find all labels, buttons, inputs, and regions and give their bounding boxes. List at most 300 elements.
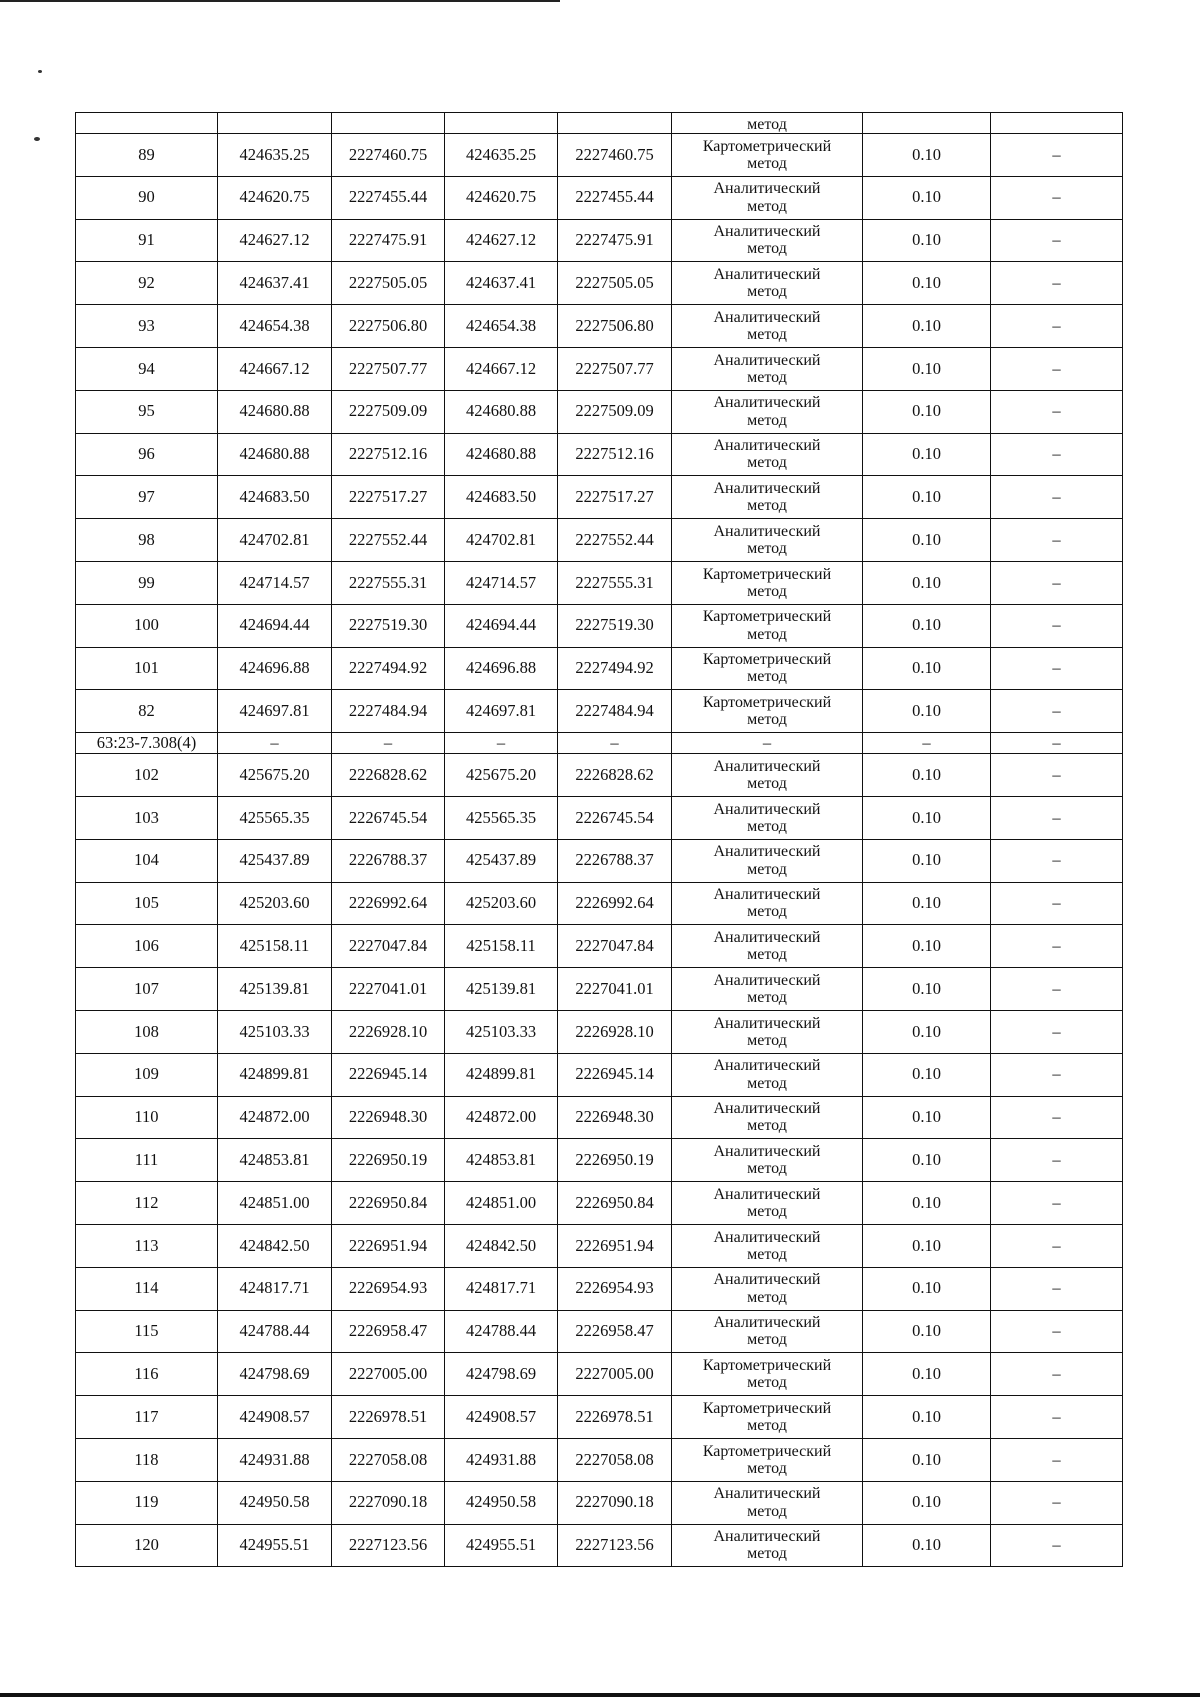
cell-x-new: 425158.11	[445, 925, 558, 968]
cell-method	[672, 604, 863, 647]
cell-x-existing: 424817.71	[218, 1267, 332, 1310]
method-word: метод	[747, 817, 787, 835]
cell-y-existing: 2226788.37	[332, 839, 445, 882]
scan-edge-bottom	[0, 1693, 1200, 1697]
cell-point-number: 118	[76, 1438, 218, 1481]
cell-point-number: 94	[76, 347, 218, 390]
cell-y-new: 2226948.30	[558, 1096, 672, 1139]
cell-y-new: 2227460.75	[558, 134, 672, 177]
cell-x-existing: 424714.57	[218, 561, 332, 604]
cell-point-number: 101	[76, 647, 218, 690]
table-row	[76, 433, 1123, 476]
cell-description: –	[991, 968, 1123, 1011]
cell-point-number: 96	[76, 433, 218, 476]
cell-method-continued: метод	[672, 113, 863, 134]
cell-y-existing: 2227484.94	[332, 690, 445, 733]
table-row	[76, 925, 1123, 968]
cell-y-new: 2226945.14	[558, 1053, 672, 1096]
cell-method	[672, 561, 863, 604]
method-word: метод	[747, 1459, 787, 1477]
cell-point-number: 99	[76, 561, 218, 604]
table-row	[76, 1224, 1123, 1267]
cell-y-new: 2227512.16	[558, 433, 672, 476]
method-name: Картометрический	[702, 1399, 832, 1417]
cell-y-existing: 2226828.62	[332, 754, 445, 797]
cell-description: –	[991, 690, 1123, 733]
cell-x-existing: 424683.50	[218, 476, 332, 519]
cell-dash: –	[863, 733, 991, 754]
cell-accuracy: 0.10	[863, 1182, 991, 1225]
cell-description: –	[991, 1096, 1123, 1139]
cell-accuracy: 0.10	[863, 1524, 991, 1567]
cell-description: –	[991, 134, 1123, 177]
method-word: метод	[747, 1331, 787, 1349]
cell-x-existing: 424931.88	[218, 1438, 332, 1481]
cell-x-existing: 424955.51	[218, 1524, 332, 1567]
cell-x-new: 424627.12	[445, 219, 558, 262]
cell-accuracy: 0.10	[863, 1224, 991, 1267]
table-row	[76, 519, 1123, 562]
method-word: метод	[747, 1502, 787, 1520]
cell-x-new: 424697.81	[445, 690, 558, 733]
cell-accuracy: 0.10	[863, 882, 991, 925]
method-name: Аналитический	[713, 843, 821, 861]
cell-point-number: 92	[76, 262, 218, 305]
cell-accuracy: 0.10	[863, 262, 991, 305]
cell-y-existing: 2227505.05	[332, 262, 445, 305]
method-name: Аналитический	[713, 1228, 821, 1246]
cell-method	[672, 1267, 863, 1310]
cell-x-new: 424817.71	[445, 1267, 558, 1310]
cell-dash: –	[218, 733, 332, 754]
cell-method	[672, 1396, 863, 1439]
cell-x-existing: 424872.00	[218, 1096, 332, 1139]
cell-y-existing: 2227090.18	[332, 1481, 445, 1524]
method-word: метод	[747, 625, 787, 643]
cell-accuracy: 0.10	[863, 347, 991, 390]
cell-accuracy: 0.10	[863, 1310, 991, 1353]
cell-point-number: 91	[76, 219, 218, 262]
cell-description: –	[991, 390, 1123, 433]
cell-point-number: 112	[76, 1182, 218, 1225]
cell-method	[672, 968, 863, 1011]
cell-y-new: 2226828.62	[558, 754, 672, 797]
cell-method	[672, 1310, 863, 1353]
cell-x-existing: 424697.81	[218, 690, 332, 733]
cell-method	[672, 347, 863, 390]
cell-accuracy: 0.10	[863, 690, 991, 733]
cell-empty	[332, 113, 445, 134]
table-row	[76, 1481, 1123, 1524]
method-word: метод	[747, 946, 787, 964]
cell-accuracy: 0.10	[863, 561, 991, 604]
method-name: Аналитический	[713, 800, 821, 818]
method-name: Аналитический	[713, 1100, 821, 1118]
cell-y-new: 2226745.54	[558, 796, 672, 839]
cell-method	[672, 476, 863, 519]
cell-x-new: 424635.25	[445, 134, 558, 177]
cell-y-new: 2227123.56	[558, 1524, 672, 1567]
cell-accuracy: 0.10	[863, 219, 991, 262]
table-row	[76, 1438, 1123, 1481]
cell-x-existing: 424908.57	[218, 1396, 332, 1439]
cell-point-number: 97	[76, 476, 218, 519]
cell-description: –	[991, 647, 1123, 690]
cell-method	[672, 796, 863, 839]
method-word: метод	[747, 582, 787, 600]
method-word: метод	[747, 775, 787, 793]
cell-x-new: 425675.20	[445, 754, 558, 797]
cell-point-number: 95	[76, 390, 218, 433]
method-name: Аналитический	[713, 1485, 821, 1503]
table-row	[76, 796, 1123, 839]
cell-x-new: 425103.33	[445, 1010, 558, 1053]
cell-x-existing: 424696.88	[218, 647, 332, 690]
cell-x-existing: 425675.20	[218, 754, 332, 797]
table-row	[76, 1267, 1123, 1310]
method-name: Аналитический	[713, 1528, 821, 1546]
cell-y-new: 2227475.91	[558, 219, 672, 262]
cell-method	[672, 1353, 863, 1396]
cell-empty	[991, 113, 1123, 134]
cell-accuracy: 0.10	[863, 1267, 991, 1310]
cell-y-new: 2227484.94	[558, 690, 672, 733]
cell-accuracy: 0.10	[863, 925, 991, 968]
cell-x-new: 425203.60	[445, 882, 558, 925]
cell-x-existing: 424667.12	[218, 347, 332, 390]
cell-accuracy: 0.10	[863, 1438, 991, 1481]
table-row	[76, 347, 1123, 390]
table-row	[76, 1310, 1123, 1353]
cell-x-existing: 425103.33	[218, 1010, 332, 1053]
cell-y-existing: 2227509.09	[332, 390, 445, 433]
cell-point-number: 115	[76, 1310, 218, 1353]
cell-accuracy: 0.10	[863, 1010, 991, 1053]
cell-point-number: 105	[76, 882, 218, 925]
cell-y-new: 2226954.93	[558, 1267, 672, 1310]
cell-point-number: 109	[76, 1053, 218, 1096]
cell-point-number: 104	[76, 839, 218, 882]
cell-x-new: 424620.75	[445, 176, 558, 219]
cell-y-existing: 2227494.92	[332, 647, 445, 690]
cell-description: –	[991, 519, 1123, 562]
cell-x-existing: 424899.81	[218, 1053, 332, 1096]
method-word: метод	[747, 197, 787, 215]
cell-x-existing: 424654.38	[218, 305, 332, 348]
cell-y-existing: 2226745.54	[332, 796, 445, 839]
cell-method	[672, 390, 863, 433]
cell-description: –	[991, 1139, 1123, 1182]
cell-y-existing: 2226928.10	[332, 1010, 445, 1053]
cell-point-number: 93	[76, 305, 218, 348]
cell-dash: –	[445, 733, 558, 754]
cell-accuracy: 0.10	[863, 968, 991, 1011]
cell-y-existing: 2227517.27	[332, 476, 445, 519]
cell-x-existing: 424788.44	[218, 1310, 332, 1353]
cell-method	[672, 1010, 863, 1053]
cell-x-new: 424853.81	[445, 1139, 558, 1182]
cell-x-existing: 425437.89	[218, 839, 332, 882]
cell-point-number: 89	[76, 134, 218, 177]
cell-method	[672, 690, 863, 733]
method-word: метод	[747, 411, 787, 429]
cell-x-new: 424637.41	[445, 262, 558, 305]
cell-y-new: 2226958.47	[558, 1310, 672, 1353]
cell-dash: –	[332, 733, 445, 754]
method-word: метод	[747, 903, 787, 921]
cell-point-number: 100	[76, 604, 218, 647]
cell-accuracy: 0.10	[863, 754, 991, 797]
cell-description: –	[991, 1353, 1123, 1396]
method-name: Картометрический	[702, 651, 832, 669]
cell-y-new: 2227041.01	[558, 968, 672, 1011]
method-word: метод	[747, 1374, 787, 1392]
cell-accuracy: 0.10	[863, 305, 991, 348]
cell-point-number: 103	[76, 796, 218, 839]
cell-description: –	[991, 1053, 1123, 1096]
cell-y-existing: 2227041.01	[332, 968, 445, 1011]
method-name: Картометрический	[702, 1356, 832, 1374]
cell-empty	[558, 113, 672, 134]
method-name: Картометрический	[702, 137, 832, 155]
table-row	[76, 1182, 1123, 1225]
table-row	[76, 176, 1123, 219]
cell-y-existing: 2227552.44	[332, 519, 445, 562]
cell-description: –	[991, 1224, 1123, 1267]
cell-y-new: 2226928.10	[558, 1010, 672, 1053]
cell-x-existing: 425139.81	[218, 968, 332, 1011]
cell-y-new: 2226978.51	[558, 1396, 672, 1439]
cell-method	[672, 839, 863, 882]
cell-description: –	[991, 1267, 1123, 1310]
cell-x-new: 424788.44	[445, 1310, 558, 1353]
cell-point-number: 114	[76, 1267, 218, 1310]
cell-y-new: 2227552.44	[558, 519, 672, 562]
cell-x-existing: 424842.50	[218, 1224, 332, 1267]
scan-edge-top	[0, 0, 560, 2]
table-row	[76, 604, 1123, 647]
cell-x-new: 424694.44	[445, 604, 558, 647]
cell-point-number: 108	[76, 1010, 218, 1053]
cell-accuracy: 0.10	[863, 1096, 991, 1139]
cell-method	[672, 305, 863, 348]
cell-description: –	[991, 925, 1123, 968]
method-word: метод	[747, 540, 787, 558]
cell-y-existing: 2226950.84	[332, 1182, 445, 1225]
cell-method	[672, 754, 863, 797]
cell-x-existing: 424627.12	[218, 219, 332, 262]
cell-x-existing: 424950.58	[218, 1481, 332, 1524]
table-row	[76, 262, 1123, 305]
cell-description: –	[991, 433, 1123, 476]
cell-y-new: 2227506.80	[558, 305, 672, 348]
cell-accuracy: 0.10	[863, 433, 991, 476]
cell-empty	[76, 113, 218, 134]
table-row	[76, 476, 1123, 519]
cell-method	[672, 134, 863, 177]
cell-method	[672, 1053, 863, 1096]
cell-accuracy: 0.10	[863, 1139, 991, 1182]
cell-description: –	[991, 1310, 1123, 1353]
cell-method	[672, 1524, 863, 1567]
cell-accuracy: 0.10	[863, 476, 991, 519]
cell-y-new: 2227455.44	[558, 176, 672, 219]
method-word: метод	[747, 1203, 787, 1221]
table-row	[76, 968, 1123, 1011]
table-body	[76, 113, 1123, 1567]
cell-x-existing: 424851.00	[218, 1182, 332, 1225]
cell-x-new: 424950.58	[445, 1481, 558, 1524]
cell-y-new: 2227090.18	[558, 1481, 672, 1524]
method-word: метод	[747, 1245, 787, 1263]
cell-y-existing: 2226958.47	[332, 1310, 445, 1353]
method-name: Аналитический	[713, 351, 821, 369]
method-name: Картометрический	[702, 1442, 832, 1460]
table-row	[76, 390, 1123, 433]
table-row	[76, 1053, 1123, 1096]
method-word: метод	[747, 711, 787, 729]
table-row	[76, 754, 1123, 797]
cell-y-new: 2227494.92	[558, 647, 672, 690]
cell-point-number: 120	[76, 1524, 218, 1567]
cell-description: –	[991, 176, 1123, 219]
cell-x-new: 424899.81	[445, 1053, 558, 1096]
cell-y-new: 2227519.30	[558, 604, 672, 647]
cell-accuracy: 0.10	[863, 647, 991, 690]
cell-point-number: 107	[76, 968, 218, 1011]
cell-point-number: 98	[76, 519, 218, 562]
cell-description: –	[991, 1481, 1123, 1524]
method-name: Аналитический	[713, 1314, 821, 1332]
method-name: Аналитический	[713, 1057, 821, 1075]
cell-y-new: 2226950.84	[558, 1182, 672, 1225]
cell-y-existing: 2226992.64	[332, 882, 445, 925]
cell-description: –	[991, 305, 1123, 348]
method-word: метод	[747, 1288, 787, 1306]
method-word: метод	[747, 454, 787, 472]
table-row	[76, 219, 1123, 262]
cell-y-new: 2226951.94	[558, 1224, 672, 1267]
cell-y-new: 2227517.27	[558, 476, 672, 519]
method-word: метод	[747, 1545, 787, 1563]
cell-description: –	[991, 262, 1123, 305]
scan-speck	[34, 137, 40, 141]
cell-x-new: 424696.88	[445, 647, 558, 690]
cell-x-new: 425565.35	[445, 796, 558, 839]
cell-x-existing: 424637.41	[218, 262, 332, 305]
method-name: Аналитический	[713, 522, 821, 540]
cell-description: –	[991, 604, 1123, 647]
method-word: метод	[747, 989, 787, 1007]
table-row	[76, 561, 1123, 604]
cell-method	[672, 433, 863, 476]
method-name: Аналитический	[713, 308, 821, 326]
cell-accuracy: 0.10	[863, 519, 991, 562]
cell-y-new: 2227058.08	[558, 1438, 672, 1481]
cell-y-existing: 2227047.84	[332, 925, 445, 968]
cell-y-new: 2226788.37	[558, 839, 672, 882]
cell-accuracy: 0.10	[863, 604, 991, 647]
method-name: Аналитический	[713, 886, 821, 904]
cell-x-new: 424714.57	[445, 561, 558, 604]
cell-y-new: 2227047.84	[558, 925, 672, 968]
cell-method	[672, 1224, 863, 1267]
cell-x-existing: 425565.35	[218, 796, 332, 839]
cell-y-existing: 2226951.94	[332, 1224, 445, 1267]
cell-accuracy: 0.10	[863, 1053, 991, 1096]
cell-x-new: 425437.89	[445, 839, 558, 882]
cell-y-existing: 2227123.56	[332, 1524, 445, 1567]
method-name: Аналитический	[713, 1142, 821, 1160]
method-word: метод	[747, 1074, 787, 1092]
cell-method	[672, 1096, 863, 1139]
cell-x-existing: 425158.11	[218, 925, 332, 968]
cell-x-new: 424680.88	[445, 390, 558, 433]
table-row-continued	[76, 113, 1123, 134]
cell-x-new: 424680.88	[445, 433, 558, 476]
cell-method	[672, 1139, 863, 1182]
cell-accuracy: 0.10	[863, 1481, 991, 1524]
table-row	[76, 1096, 1123, 1139]
cell-x-new: 424798.69	[445, 1353, 558, 1396]
cell-method	[672, 262, 863, 305]
cell-x-existing: 424635.25	[218, 134, 332, 177]
method-name: Картометрический	[702, 608, 832, 626]
table-row	[76, 1396, 1123, 1439]
cell-point-number: 82	[76, 690, 218, 733]
cell-method	[672, 647, 863, 690]
table-row	[76, 1524, 1123, 1567]
cell-x-new: 424667.12	[445, 347, 558, 390]
cell-y-existing: 2227507.77	[332, 347, 445, 390]
cell-accuracy: 0.10	[863, 390, 991, 433]
cell-accuracy: 0.10	[863, 176, 991, 219]
table-row	[76, 134, 1123, 177]
cell-y-existing: 2226954.93	[332, 1267, 445, 1310]
cell-x-existing: 424798.69	[218, 1353, 332, 1396]
cell-y-existing: 2227512.16	[332, 433, 445, 476]
cell-x-new: 424931.88	[445, 1438, 558, 1481]
method-word: метод	[747, 326, 787, 344]
cell-x-new: 424702.81	[445, 519, 558, 562]
cell-point-number: 90	[76, 176, 218, 219]
cell-x-new: 424955.51	[445, 1524, 558, 1567]
cell-x-new: 425139.81	[445, 968, 558, 1011]
method-word: метод	[747, 497, 787, 515]
cell-method	[672, 219, 863, 262]
method-name: Аналитический	[713, 1271, 821, 1289]
method-name: Аналитический	[713, 480, 821, 497]
method-name: Аналитический	[713, 757, 821, 775]
cell-point-number: 110	[76, 1096, 218, 1139]
cell-description: –	[991, 476, 1123, 519]
cell-description: –	[991, 882, 1123, 925]
cell-description: –	[991, 754, 1123, 797]
cell-method	[672, 1481, 863, 1524]
cell-point-number: 119	[76, 1481, 218, 1524]
method-word: метод	[747, 368, 787, 386]
method-name: Картометрический	[702, 693, 832, 711]
scan-speck	[38, 70, 42, 73]
method-name: Аналитический	[713, 971, 821, 989]
table-row	[76, 1353, 1123, 1396]
cell-y-new: 2226992.64	[558, 882, 672, 925]
method-name: Аналитический	[713, 223, 821, 241]
cell-point-number: 113	[76, 1224, 218, 1267]
cell-description: –	[991, 1396, 1123, 1439]
method-word: метод	[747, 1160, 787, 1178]
cell-method	[672, 519, 863, 562]
